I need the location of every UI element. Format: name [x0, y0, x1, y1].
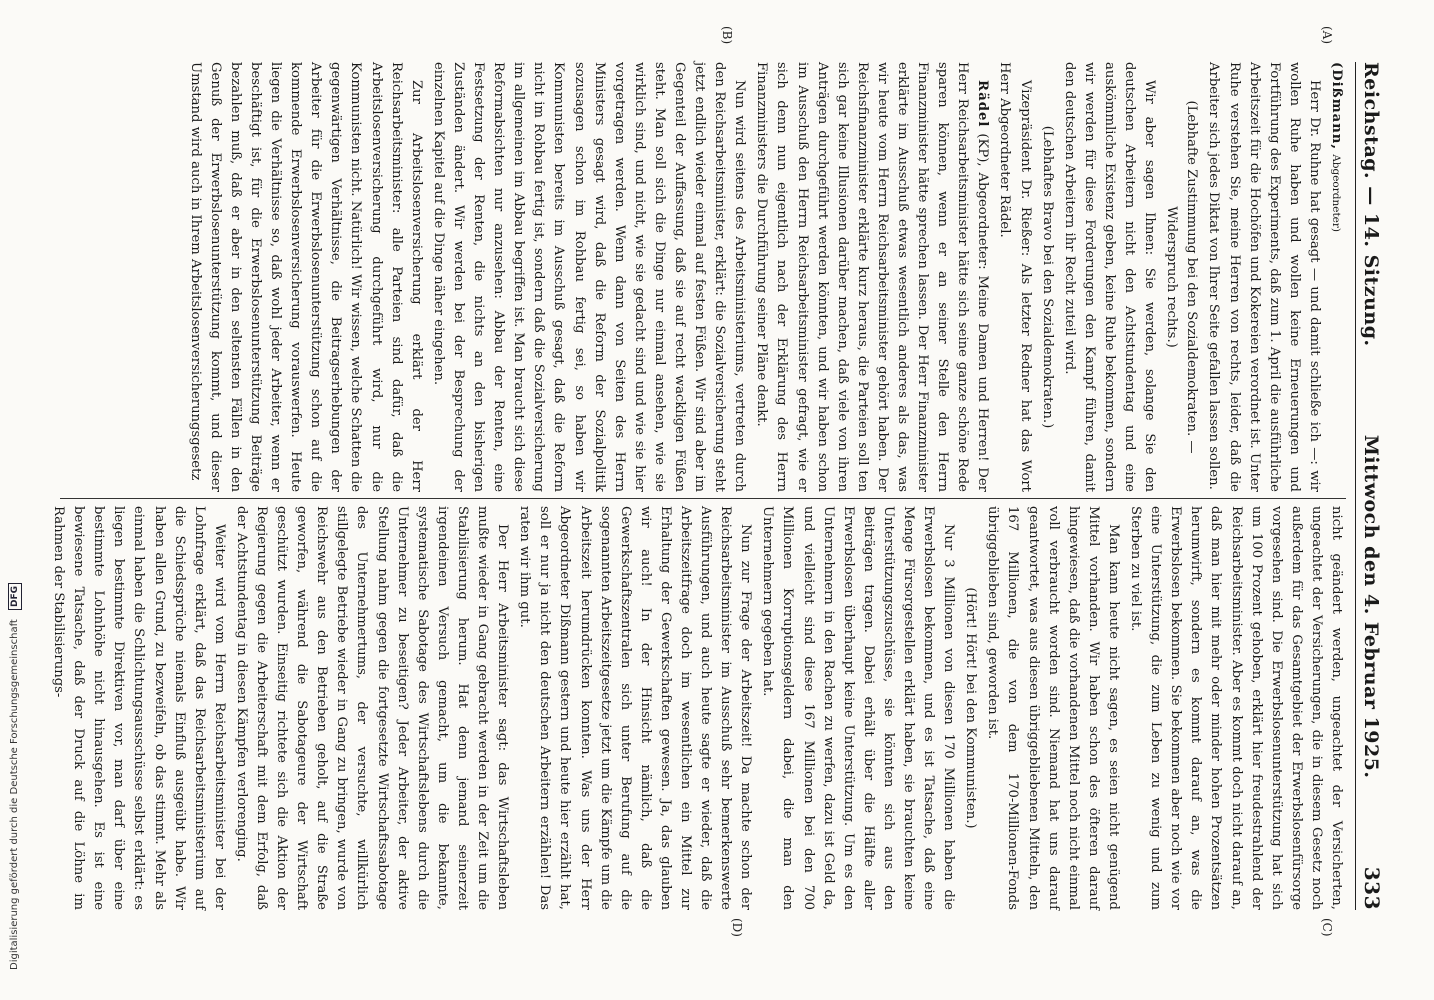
interjection: (Lebhaftes Bravo bei den Sozialdemokraten.)	[1039, 125, 1055, 429]
speaker-name: (Dißmann,	[1329, 62, 1344, 150]
header-rule	[1355, 62, 1356, 910]
margin-mark-c: (C)	[1320, 918, 1334, 937]
margin-mark-d: (D)	[730, 918, 744, 937]
interjection: (Hört! Hört! bei den Kommunisten.)	[963, 587, 979, 829]
paragraph: Wir aber sagen Ihnen: Sie werden, solange Sie den deutschen Arbeitern nicht den Achtstundentag und eine auskömmliche Existenz geben, keine Ruhe bekommen, sondern wir werden für diese Forderungen den Kampf führen, damit den deutschen Arbeitern ihr Recht zuteil wird.	[1061, 62, 1158, 492]
speech-text: (KP), Abgeordneter: Meine Damen und Herren! Der Herr Reichsarbeitsminister hätte sich seine ganze schöne Rede sparen können, wenn er an seiner Stelle den Herrn Finanzminister hätte sprechen lassen. Der Herr Finanzminister erklärte im Ausschuß etwas wesentlich anderes als das, was wir heute vom Herrn Reichsarbeitsminister gehört haben. Der Reichsfinanzminister erklärte kurz heraus, die Parteien soll ten sich gar keine Illusionen darüber machen, daß viele von ihren Anträgen durchgeführt werden könnten, und wir haben schon im Ausschuß den Herrn Reichsarbeitsminister gefragt, wie er sich denn nun eigentlich nach der Erklärung des Herrn Finanzministers die Durchführung seiner Pläne denkt.	[754, 62, 991, 492]
paragraph: Man kann heute nicht sagen, es seien nicht genügend Mittel vorhanden. Wir haben schon des öfteren darauf hingewiesen, daß die vorhandenen Mittel noch nicht einmal voll verbraucht worden sind. Niemand hat uns darauf geantwortet, was aus diesen übriggebliebenen Mitteln, den 167 Millionen, die von dem 170-Millionen-Fonds übriggeblieben sind, geworden ist.	[985, 506, 1121, 910]
speaker-role: Abgeordneter)	[1330, 154, 1342, 233]
paragraph: Nur 3 Millionen von diesen 170 Millionen haben die Erwerbslosen bekommen, und es ist Tatsache, daß eine Menge Fürsorgestellen erklärt haben, sie brauchten keine Unterstützungszuschüsse, sie könnten sich aus den Beiträgen tragen. Dabei erhält über die Hälfte aller Erwerbslosen überhaupt keine Unterstützung. Um es den Unternehmern in den Rachen zu werfen, dazu ist Geld da, und vielleicht sind diese 167 Millionen bei den 700 Millionen Korruptionsgeldern dabei, die man den Unternehmern gegeben hat.	[760, 506, 957, 910]
right-column	[51, 506, 1346, 910]
page-header	[1360, 62, 1404, 910]
paragraph: Zur Arbeitslosenversicherung erklärt der Herr Reichsarbeitsminister: alle Parteien sind dafür, daß die Arbeitslosenversicherung durchgeführt wird, nur die Kommunisten nicht. Natürlich! Wir wissen, welche Schatten die gegenwärtigen Verhältnisse, die Beitragserhebungen der Arbeiter für die Erwerbslosenunterstützung schon auf die kommende Erwerbslosenversicherung vorauswerfen. Heute liegen die Verhältnisse so, daß wohl jeder Arbeiter, wenn er beschäftigt ist, für die Erwerbslosenunterstützung Beiträge bezahlen muß, daß er aber in den seltensten Fällen in den Genuß der Erwerbslosenunterstützung kommt, und dieser Umstand wird auch in Ihrem Arbeitslosenversicherungsgesetz	[187, 62, 424, 492]
header-title-left: Reichstag. — 14. Sitzung.	[1360, 62, 1382, 347]
credit-text: Digitalisierung gefördert durch die Deutsche Forschungsgemeinschaft	[9, 619, 20, 970]
header-title-right: Mittwoch den 4. Februar 1925.	[1360, 434, 1382, 779]
paragraph: Herr Dr. Ruhne hat gesagt — und damit schließe ich —: wir wollen Ruhe haben und wollen keine Erneuerungen und Fortführung des Experiments, daß zum 1. April die ausführliche Arbeitszeit für die Hochöfen und Kokereien verordnet ist. Unter Ruhe verstehen Sie, meine Herren von rechts, leider, daß die Arbeiter sich jedes Diktat von Ihrer Seite gefallen lassen sollen.	[1206, 62, 1322, 492]
page-number: 333	[1360, 866, 1384, 910]
paragraph: Weiter wird vom Herrn Reichsarbeitsminister bei der Lohnfrage erklärt, daß das Reichsarbeitsministerium auf die Schiedssprüche niemals Einfluß ausgeübt habe. Wir haben allen Grund, zu bezweifeln, ob das stimmt. Mehr als einmal haben die Schlichtungsausschüsse selbst erklärt: es liegen bestimmte Direktiven vor, man darf über eine bestimmte Lohnhöhe nicht hinausgehen. Es ist eine bewiesene Tatsache, daß der Druck auf die Löhne im Rahmen der Stabilisierungs-	[51, 506, 227, 910]
paragraph: Nun wird seitens des Arbeitsministeriums, vertreten durch den Reichsarbeitsminister, erklärt: die Sozialversicherung steht jetzt endlich wieder einmal auf festen Füßen. Wir sind aber im Gegenteil der Auffassung, daß sie auf recht wackligen Füßen steht. Man soll sich die Dinge nur einmal ansehen, wie sie wirklich sind, und nicht, wie sie gedacht sind und wie sie hier vorgetragen werden. Wenn dann von Seiten des Herrn Ministers gesagt wird, daß die Reform der Sozialpolitik sozusagen schon im Rohbau fertig sei, so haben wir Kommunisten bereits im Ausschuß gesagt, daß die Reform nicht im Rohbau fertig ist, sondern daß die Sozialversicherung im allgemeinen im Abbau begriffen ist. Man braucht sich diese Reformabsichten nur anzusehen: Abbau der Renten, eine Festsetzung der Renten, die nichts an den bisherigen Zuständen ändert. Wir werden bei der Besprechung der einzelnen Kapitel auf die Dinge näher eingehen.	[430, 62, 748, 492]
speaker-name: Rädel	[975, 80, 991, 128]
column-divider	[60, 498, 1346, 499]
dfg-logo: DFG	[8, 583, 22, 610]
margin-mark-b: (B)	[720, 26, 734, 45]
paragraph: Vizepräsident Dr. Rießer: Als letzter Redner hat das Wort Herr Abgeordneter Rädel.	[997, 62, 1033, 492]
paragraph: Der Herr Arbeitsminister sagt: das Wirtschaftsleben mußte wieder in Gang gebracht werden in der Zeit um die Stabilisierung herum. Hat denn jemand seinerzeit irgendeinen Versuch gemacht, um die bekannte, systematische Sabotage des Wirtschaftslebens durch die Unternehmer zu beseitigen? Jeder Arbeiter, der aktive Stellung nahm gegen die fortgesetzte Wirtschaftssabotage des Unternehmertums, der versuchte, willkürlich stillgelegte Betriebe wieder in Gang zu bringen, wurde von Reichswehr aus den Betrieben geholt, auf die Straße geworfen, während die Sabotageure der Wirtschaft geschützt wurden. Einseitig richtete sich die Aktion der Regierung gegen die Arbeiterschaft mit dem Erfolg, daß der Achtstundentag in diesen Kämpfen verlorenging.	[233, 506, 511, 910]
paragraph	[751, 62, 992, 492]
paragraph	[1326, 62, 1346, 492]
margin-mark-a: (A)	[1320, 26, 1334, 45]
interjection: (Lebhafte Zustimmung bei den Sozialdemokraten. — Widerspruch rechts.)	[1164, 100, 1200, 454]
paragraph: Nun zur Frage der Arbeitszeit! Da machte schon der Reichsarbeitsminister im Ausschuß sehr bemerkenswerte Ausführungen, und auch heute sagte er wieder, daß die Arbeitszeitfrage doch im wesentlichen ein Mittel zur Erhaltung der Gewerkschaften gewesen. Ja, das glauben wir auch! In der Hinsicht nämlich, daß die Gewerkschaftszentralen sich unter Berufung auf die sogenannten Arbeitszeitgesetze jetzt um die Kämpfe um die Arbeitszeit herumdrücken konnten. Was uns der Herr Abgeordneter Dißmann gestern und heute hier erzählt hat, soll er nur ja nicht den deutschen Arbeitern erzählen! Das raten wir ihm gut.	[517, 506, 754, 910]
paragraph: nicht geändert werden, ungeachtet der Versicherten, ungeachtet der Versicherungen, die in diesem Gesetz noch außerdem für das Gesamtgebiet der Erwerbslosenfürsorge vorgesehen sind. Die Erwerbslosenunterstützung hat sich um 100 Prozent gehoben, erklärt hier freudestrahlend der Reichsarbeitsminister. Aber es kommt doch nicht darauf an, daß man hier mit mehr oder minder hohen Prozentsätzen herumwirft, sondern es kommt darauf an, was die Erwerbslosen bekommen. Sie bekommen aber noch wie vor eine Unterstützung, die zum Leben zu wenig und zum Sterben zu viel ist.	[1128, 506, 1344, 910]
left-column	[60, 62, 1346, 492]
